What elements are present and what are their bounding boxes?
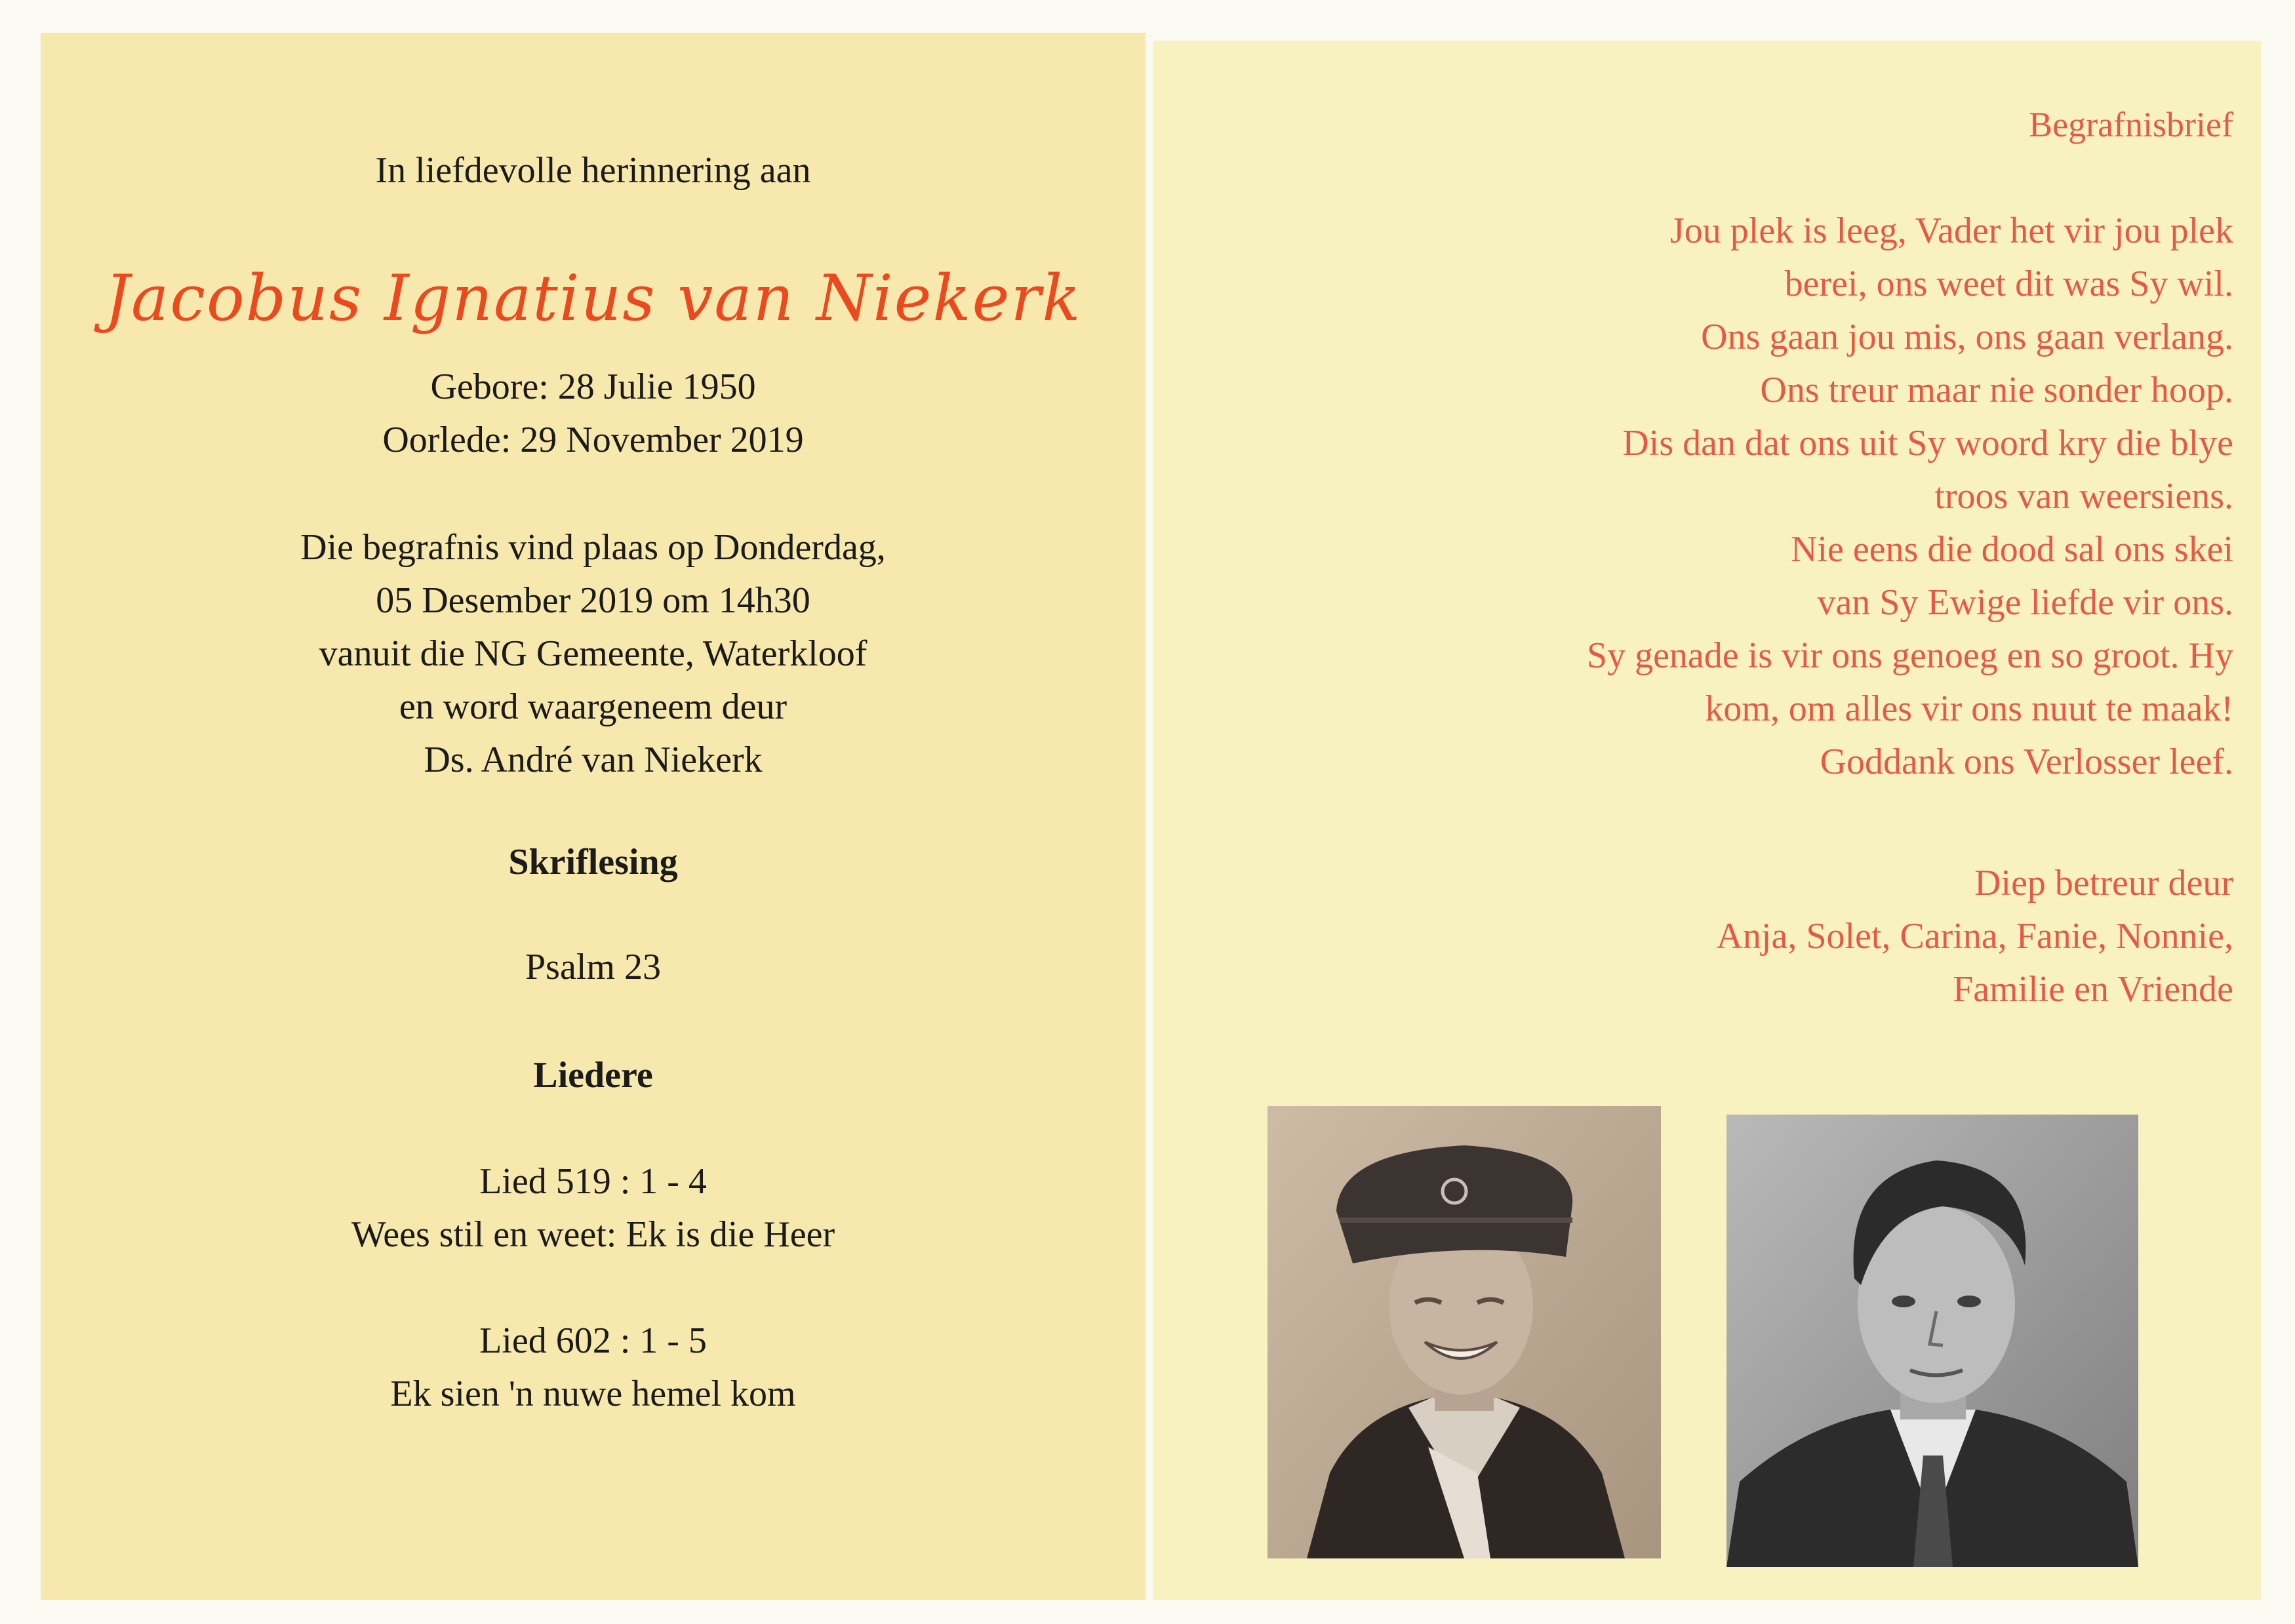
song-title: Wees stil en weet: Ek is die Heer [351,1214,835,1255]
mourners [1250,857,2233,1016]
song-item [41,1315,1146,1421]
poem-line: Ons treur maar nie sonder hoop. [1760,370,2233,410]
songs-heading-text: Liedere [533,1055,653,1096]
portrait-cap-image [1267,1106,1661,1558]
song-title: Ek sien 'n nuwe hemel kom [390,1374,796,1414]
dates-block [41,361,1146,467]
poem-line: berei, ons weet dit was Sy wil. [1784,264,2233,304]
poem-line: Goddank ons Verlosser leef. [1820,742,2233,782]
scripture-heading [41,836,1146,889]
poem-line: van Sy Ewige liefde vir ons. [1817,582,2233,623]
mourners-line: Anja, Solet, Carina, Fanie, Nonnie, [1716,916,2233,957]
songs-heading [41,1049,1146,1102]
died-date: Oorlede: 29 November 2019 [382,420,804,460]
poem-line: Sy genade is vir ons genoeg en so groot. Hy [1586,635,2233,676]
funeral-line: vanuit die NG Gemeente, Waterkloof [319,633,868,674]
portrait-photo-cap [1267,1106,1661,1558]
scripture-text: Psalm 23 [525,947,661,987]
portrait-photo-suit [1726,1115,2138,1567]
poem [1250,205,2233,789]
poem-line: Jou plek is leeg, Vader het vir jou plek [1669,210,2233,251]
leaflet-title-text: Begrafnisbrief [2029,105,2233,144]
poem-line: kom, om alles vir ons nuut te maak! [1705,688,2233,729]
left-page [41,33,1146,1600]
song-number: Lied 602 : 1 - 5 [479,1320,707,1361]
funeral-line: en word waargeneem deur [399,686,788,727]
right-page [1153,41,2261,1600]
mourners-line: Diep betreur deur [1974,863,2233,903]
funeral-line: Ds. André van Niekerk [424,740,763,780]
song-number: Lied 519 : 1 - 4 [479,1161,707,1202]
song-item [41,1155,1146,1261]
leaflet-title [1250,98,2233,151]
mourners-line: Familie en Vriende [1953,969,2233,1010]
poem-line: Nie eens die dood sal ons skei [1791,529,2233,570]
portrait-suit-image [1726,1115,2138,1567]
funeral-details [41,521,1146,787]
scripture-reading [41,941,1146,994]
born-date: Gebore: 28 Julie 1950 [430,366,756,407]
scripture-heading-text: Skriflesing [508,842,678,882]
deceased-name [41,262,1146,334]
poem-line: Dis dan dat ons uit Sy woord kry die blye [1622,423,2233,464]
funeral-line: 05 Desember 2019 om 14h30 [376,580,810,621]
intro-text: In liefdevolle herinnering aan [375,150,811,191]
intro-line [41,144,1146,197]
poem-line: troos van weersiens. [1934,476,2233,517]
funeral-line: Die begrafnis vind plaas op Donderdag, [300,527,886,568]
deceased-name-text: Jacobus Ignatius van Niekerk [104,262,1082,335]
poem-line: Ons gaan jou mis, ons gaan verlang. [1701,317,2233,357]
